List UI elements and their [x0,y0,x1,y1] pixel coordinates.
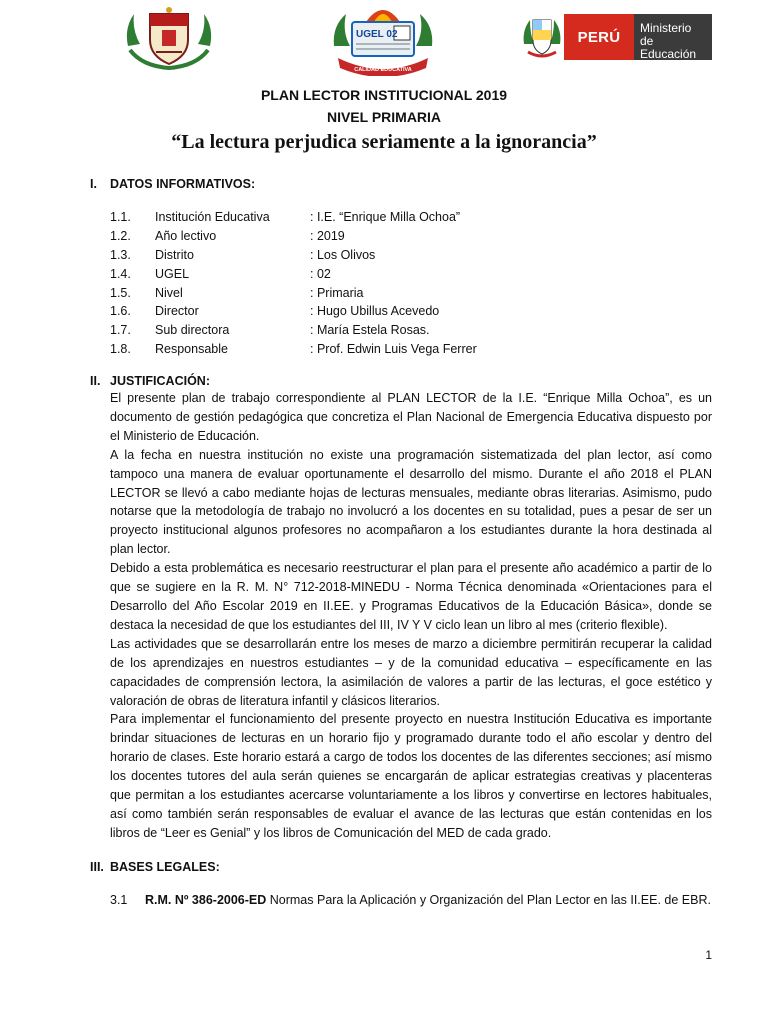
section-number: II. [90,374,101,388]
info-label: Año lectivo [155,229,217,243]
level-title: NIVEL PRIMARIA [326,109,442,125]
info-label: Institución Educativa [155,210,270,224]
legal-description: Normas Para la Aplicación y Organización del Plan Lector en las II.EE. de EBR. [266,893,711,907]
plan-title: PLAN LECTOR INSTITUCIONAL 2019 [260,87,508,103]
paragraph: Para implementar el funcionamiento del presente proyecto en nuestra Institución Educativa es importante brindar situaciones de lecturas en un horario fijo y programado durante todo el año escolar y dentro del horario de clases. Este horario estará a cargo de todos los docentes de las diferentes secciones; así mismo los docentes tutores del aula serán quienes se encargarán de aplicar estrategias creativas y placenteras que permitan a los estudiantes acercarse voluntariamente a los libros y convertirse en lectores habituales, así como también serán responsables de evaluar el avance de las lecturas que están contenidas en los libros de “Leer es Genial” y los libros de Comunicación del MED de cada grado. [110,712,712,840]
info-label: Director [155,304,199,318]
info-value: : 02 [310,267,331,281]
paragraph: Las actividades que se desarrollarán entre los meses de marzo a diciembre permitirán recuperar la calidad de los aprendizajes en nuestros estudiantes – y de la comunidad educativa – específicamente en las capacidades de comprensión lectora, la asimilación de valores a partir de las lecturas, el goce estético y valoración de obras de literatura infantil y clásicos literarios. [110,636,712,708]
info-value: : Prof. Edwin Luis Vega Ferrer [310,342,477,356]
justification-body [110,389,712,843]
info-number: 1.3. [110,248,131,262]
section-title: JUSTIFICACIÓN: [110,374,210,388]
ministry-line-2: de Educación [640,34,697,61]
info-label: Responsable [155,342,228,356]
info-number: 1.7. [110,323,131,337]
legal-item-number: 3.1 [110,893,128,907]
section-title: BASES LEGALES: [110,860,220,874]
info-number: 1.2. [110,229,131,243]
info-value: : Los Olivos [310,248,376,262]
ugel-seal-text: UGEL 02 [356,29,398,40]
info-number: 1.1. [110,210,131,224]
info-label: Nivel [155,286,183,300]
info-label: Distrito [155,248,194,262]
section-heading-justificacion [90,374,210,388]
info-number: 1.6. [110,304,131,318]
info-label: Sub directora [155,323,230,337]
info-value: : I.E. “Enrique Milla Ochoa” [310,210,461,224]
info-value: : 2019 [310,229,345,243]
section-heading-bases-legales [90,860,220,874]
section-number: III. [90,860,104,874]
ministry-line-1: Ministerio [640,21,692,35]
paragraph: El presente plan de trabajo correspondiente al PLAN LECTOR de la I.E. “Enrique Milla Ochoa”, es un documento de gestión pedagógica que concretiza el Plan Nacional de Emergencia Educativa dispuesto por el Ministerio de Educación. [110,391,712,443]
paragraph: Debido a esta problemática es necesario reestructurar el plan para el presente año académico a partir de lo que se sugiere en la R. M. N° 712-2018-MINEDU - Norma Técnica denominada «Orientaciones para el Desarrollo del Año Escolar 2019 en II.EE. y Programas Educativos de la Educación Básica», donde se destaca la necesidad de que los estudiantes del III, IV Y V ciclo lean un libro al mes (criterio flexible). [110,561,712,632]
section-number: I. [90,177,97,191]
paragraph: A la fecha en nuestra institución no existe una programación sistematizada del plan lector, así como tampoco una manera de evaluar oportunamente el desarrollo del mismo. Durante el año 2018 el PLAN LECTOR se llevó a cabo mediante hojas de lecturas mensuales, mediante obras literarias. Asimismo, pudo notarse que la metodología de trabajo no involucró a los docentes en su totalidad, pues a pesar de ser un proyecto institucional algunos profesores no acompañaron a los estudiantes durante la hora destinada al plan lector. [110,447,712,557]
ministry-label [634,14,712,60]
page-number: 1 [705,948,712,962]
peru-label: PERÚ [564,14,634,60]
ugel-logo [326,2,440,76]
info-value: : Hugo Ubillus Acevedo [310,304,440,318]
section-heading-datos [90,177,255,191]
ugel-banner-text: CALIDAD EDUCATIVA [354,67,412,73]
peru-coat-of-arms-icon [522,14,562,60]
info-value: : Primaria [310,286,364,300]
info-label: UGEL [155,267,190,281]
info-value: : María Estela Rosas. [310,323,430,337]
school-crest-logo [122,6,216,70]
motto-quote: “La lectura perjudica seriamente a la ignorancia” [171,131,597,153]
legal-reference: R.M. Nº 386-2006-ED [145,893,267,907]
info-number: 1.4. [110,267,131,281]
legal-item-text [145,891,712,910]
ministerio-educacion-logo [522,14,712,60]
info-number: 1.8. [110,342,131,356]
info-number: 1.5. [110,286,131,300]
section-title: DATOS INFORMATIVOS: [110,177,256,191]
